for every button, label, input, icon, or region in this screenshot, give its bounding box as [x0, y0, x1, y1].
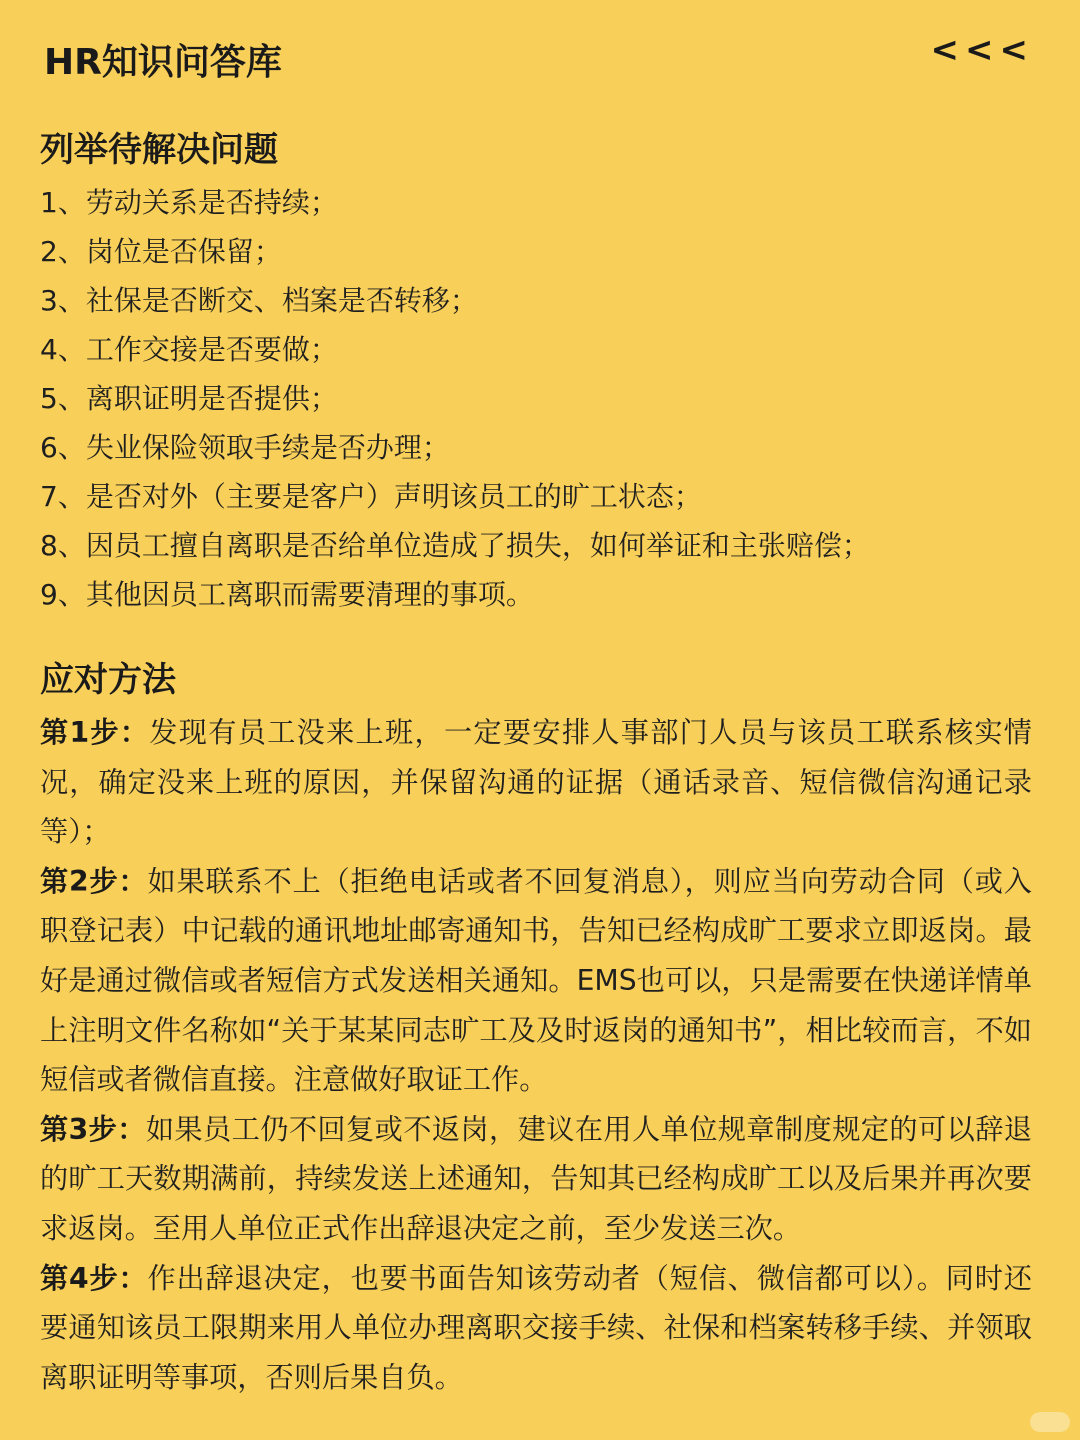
list-item: 4、工作交接是否要做；	[40, 333, 338, 366]
step-3	[40, 1105, 1032, 1254]
watermark-mark	[1030, 1412, 1070, 1432]
step-4	[40, 1254, 1032, 1403]
issue-list	[40, 178, 1050, 619]
step-text: 如果员工仍不回复或不返岗，建议在用人单位规章制度规定的可以辞退的旷工天数期满前，持续发送上述通知，告知其已经构成旷工以及后果并再次要求返岗。至用人单位正式作出辞退决定之前，至少发送三次。	[40, 1112, 1032, 1245]
step-label: 第3步：	[40, 1112, 146, 1146]
step-text: 发现有员工没来上班，一定要安排人事部门人员与该员工联系核实情况，确定没来上班的原因，并保留沟通的证据（通话录音、短信微信沟通记录等）；	[40, 716, 1032, 849]
step-1	[40, 708, 1032, 857]
back-arrows-icon[interactable]: <<<	[930, 30, 1034, 70]
list-item: 9、其他因员工离职而需要清理的事项。	[40, 578, 534, 611]
section-title-issues: 列举待解决问题	[40, 130, 278, 170]
section-title-methods: 应对方法	[40, 660, 176, 700]
step-text: 如果联系不上（拒绝电话或者不回复消息），则应当向劳动合同（或入职登记表）中记载的通讯地址邮寄通知书，告知已经构成旷工要求立即返岗。最好是通过微信或者短信方式发送相关通知。EMS也可以，只是需要在快递详情单上注明文件名称如“关于某某同志旷工及及时返岗的通知书”，相比较而言，不如短信或者微信直接。注意做好取证工作。	[40, 864, 1032, 1097]
step-label: 第4步：	[40, 1261, 148, 1295]
list-item: 1、劳动关系是否持续；	[40, 186, 338, 219]
list-item: 8、因员工擅自离职是否给单位造成了损失，如何举证和主张赔偿；	[40, 529, 870, 562]
list-item: 2、岗位是否保留；	[40, 235, 282, 268]
step-2	[40, 857, 1032, 1105]
step-label: 第2步：	[40, 864, 148, 898]
steps-list	[40, 708, 1032, 1402]
list-item: 5、离职证明是否提供；	[40, 382, 338, 415]
list-item: 6、失业保险领取手续是否办理；	[40, 431, 450, 464]
list-item: 3、社保是否断交、档案是否转移；	[40, 284, 478, 317]
page-title: HR知识问答库	[44, 42, 282, 83]
step-label: 第1步：	[40, 716, 150, 749]
step-text: 作出辞退决定，也要书面告知该劳动者（短信、微信都可以）。同时还要通知该员工限期来用人单位办理离职交接手续、社保和档案转移手续、并领取离职证明等事项，否则后果自负。	[40, 1261, 1032, 1394]
list-item: 7、是否对外（主要是客户）声明该员工的旷工状态；	[40, 480, 702, 513]
